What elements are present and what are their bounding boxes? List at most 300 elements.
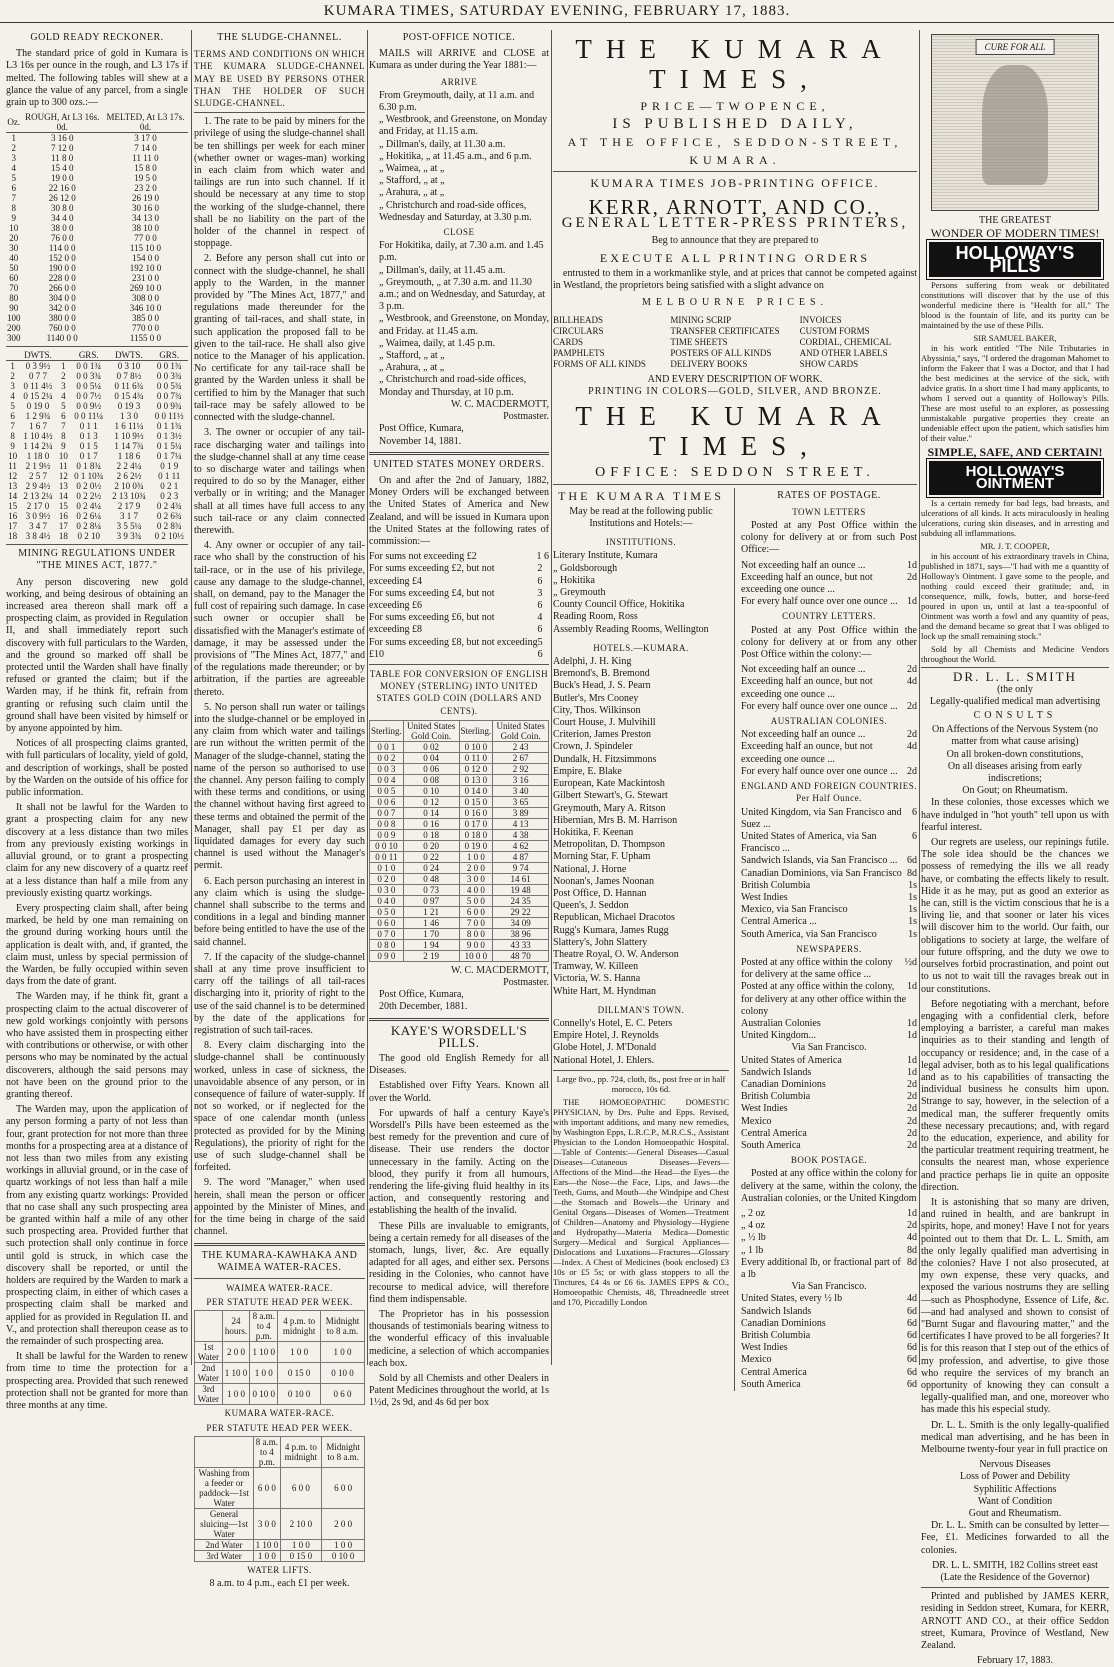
rate-label: For sums exceeding £6, but not exceeding £8 bbox=[369, 612, 495, 636]
greatest: THE GREATEST bbox=[979, 215, 1051, 226]
paragraph: Established over Fifty Years. Known all over the World. bbox=[369, 1080, 549, 1104]
table-cell: 0 0 1 bbox=[370, 741, 404, 752]
institutions-title: INSTITUTIONS. bbox=[605, 537, 677, 548]
list-item: Globe Hotel, J. M'Donald bbox=[553, 1042, 657, 1054]
eng-rates bbox=[741, 807, 917, 941]
list-item: „ Westbrook, and Greenstone, on Monday and Friday, at 11.15 a.m. bbox=[379, 114, 548, 138]
table-cell: 0 6 0 bbox=[370, 917, 404, 928]
table-row bbox=[6, 293, 188, 303]
rate-label: „ 1 lb bbox=[741, 1244, 764, 1256]
rate-row bbox=[741, 1128, 917, 1140]
table-cell: 0 19 3 bbox=[117, 401, 141, 412]
table-cell: 3 65 bbox=[493, 796, 549, 807]
table-cell: 1140 0 0 bbox=[46, 333, 78, 344]
table-cell: 0 7 7 bbox=[28, 371, 47, 382]
table-cell: 2 17 9 bbox=[117, 501, 141, 512]
list-item: Criterion, James Preston bbox=[553, 729, 652, 741]
rate-value: 4 6 bbox=[537, 612, 543, 636]
rate-row bbox=[741, 1030, 917, 1042]
rate-row bbox=[741, 1208, 917, 1220]
list-item: Morning Star, F. Upham bbox=[553, 851, 651, 863]
rate-label: Central America ... bbox=[741, 916, 817, 928]
rate-label: British Columbia bbox=[741, 879, 811, 891]
rate-label: Mexico, via San Francisco bbox=[741, 904, 848, 916]
rate-value: 8d bbox=[907, 1244, 917, 1256]
table-cell: 0 0 7½ bbox=[76, 391, 102, 402]
smith-name: DR. L. L. SMITH bbox=[953, 669, 1077, 685]
table-cell: 0 22 bbox=[403, 851, 459, 862]
rate-row bbox=[741, 904, 917, 916]
rate-label: Posted at any office within the colony for delivery at the same office ... bbox=[741, 956, 893, 981]
rate-row bbox=[741, 1103, 917, 1115]
list-item: County Council Office, Hokitika bbox=[553, 599, 685, 611]
table-row bbox=[6, 481, 188, 491]
rate-value: 4d bbox=[907, 1232, 917, 1244]
list-item: Greymouth, Mary A. Ritson bbox=[553, 802, 666, 814]
table-cell: 0 0 9 bbox=[370, 829, 404, 840]
reckoner-title: GOLD READY RECKONER. bbox=[30, 32, 164, 43]
eng-title: ENGLAND AND FOREIGN COUNTRIES. Per Half Ounce. bbox=[741, 781, 917, 804]
table-cell: 3 16 0 bbox=[50, 133, 74, 144]
table-cell: 34 13 0 bbox=[131, 213, 159, 224]
rate-label: United States of America bbox=[741, 1054, 842, 1066]
signature2-date: 20th December, 1881. bbox=[379, 1001, 468, 1013]
table-cell: 0 0 7 bbox=[370, 807, 404, 818]
mining-title: MINING REGULATIONS UNDER "THE MINES ACT, 1877." bbox=[18, 548, 176, 572]
rate-row bbox=[741, 1140, 917, 1152]
rate-value: 1d bbox=[907, 1017, 917, 1029]
table-cell: 12 bbox=[8, 471, 18, 482]
rate-label: Mexico bbox=[741, 1354, 772, 1366]
table-cell: 14 bbox=[58, 491, 68, 502]
table-cell: 0 48 bbox=[403, 873, 459, 884]
rate-label: Australian Colonies bbox=[741, 1017, 821, 1029]
dillman-list bbox=[553, 1018, 729, 1067]
rate-label: United States of America, via San Francisco ... bbox=[741, 830, 877, 855]
table-cell: 0 2 3 bbox=[160, 491, 179, 502]
list-item: National Hotel, J. Ehlers. bbox=[553, 1054, 655, 1066]
paragraph: 4. Any owner or occupier of any tail-race who shall by the construction of his tail-race, or in the use of his privilege, cause any damage to the sludge-channel, shall, on demand, pay to the Manager the full cost of repairing such damage. In case such owner or occupier shall be dissatisfied with the Manager's estimate of damage, it may be assessed under the provisions of "The Mines Act, 1877," and of the regulations made thereunder; or by arbitration, if the parties are agreeable thereto. bbox=[194, 540, 365, 698]
table-cell: 4 0 0 bbox=[459, 884, 493, 895]
table-cell: 3 bbox=[61, 381, 66, 392]
arrive-list bbox=[369, 90, 549, 224]
list-item: DELIVERY BOOKS bbox=[670, 359, 748, 370]
rate-label: Sandwich Islands bbox=[741, 1305, 812, 1317]
table-cell: 0 3 0 bbox=[370, 884, 404, 895]
table-cell: 0 1 5 bbox=[79, 441, 98, 452]
column-5 bbox=[921, 30, 1109, 1667]
table-header-cell: Sterling. bbox=[459, 720, 493, 741]
list-item: White Hart, M. Hyndman bbox=[553, 985, 657, 997]
table-row bbox=[6, 501, 188, 511]
list-item: POSTERS OF ALL KINDS bbox=[670, 348, 772, 359]
money-order-rates bbox=[369, 551, 549, 661]
town-rates bbox=[741, 560, 917, 609]
table-cell: 0 1 11 bbox=[158, 471, 181, 482]
table-row bbox=[370, 774, 549, 785]
rate-row bbox=[741, 880, 917, 892]
table-cell: 1 46 bbox=[403, 917, 459, 928]
entrust-text: entrusted to them in a workmanlike style, and at prices that cannot be competed against in Westland, the proprietors being satisfied with a slight advance on bbox=[553, 267, 917, 292]
table-cell: 0 15 0 bbox=[459, 796, 493, 807]
table-cell: 2 2 4¼ bbox=[116, 461, 142, 472]
paragraph: In these colonies, those excesses which we have indulged in "hot youth" tell upon us with fearful interest. bbox=[921, 797, 1109, 833]
rate-label: South America bbox=[741, 1139, 801, 1151]
table-row bbox=[6, 441, 188, 451]
table-header-cell: United States Gold Coin. bbox=[493, 720, 549, 741]
table-cell: 0 7 0 bbox=[370, 928, 404, 939]
list-item: Butler's, Mrs Cooney bbox=[553, 692, 639, 704]
holloway-engraving bbox=[931, 34, 1099, 211]
table-cell: 0 24 bbox=[403, 862, 459, 873]
table-cell: 1st Water bbox=[195, 1342, 223, 1363]
table-cell: 1 0 0 bbox=[250, 1363, 278, 1384]
rate-value: 1d bbox=[907, 596, 917, 608]
list-item: City, Thos. Wilkinson bbox=[553, 704, 641, 716]
table-cell: 0 1 1¾ bbox=[156, 421, 182, 432]
table-header-cell: 8 a.m. to 4 p.m. bbox=[250, 1311, 278, 1342]
rate-value: 8d bbox=[907, 1256, 917, 1268]
table-cell: 6 0 0 bbox=[254, 1467, 280, 1508]
rate-label: Central America bbox=[741, 1366, 807, 1378]
list-item: Buck's Head, J. S. Pearn bbox=[553, 680, 651, 692]
rate-value: 1 6 bbox=[536, 551, 549, 563]
rate-row bbox=[741, 855, 917, 867]
paragraph: These Pills are invaluable to emigrants, being a certain remedy for all diseases of the stomach, lungs, liver, &c. Are equally adapted for all ages, and either sex. Persons residing in the Colonies, who cannot have recourse to medical advice, will therefore find them indispensable. bbox=[369, 1220, 549, 1305]
table-cell: 16 bbox=[58, 511, 68, 522]
table-cell: 3 0 0 bbox=[459, 873, 493, 884]
list-item: Adelphi, J. H. King bbox=[553, 656, 632, 668]
pills-text: Persons suffering from weak or debilitated constitutions will discover that by the use of this wonderful medicine there is "Health for all." The blood is the fountain of life, and its purity can be maintained by the use of these Pills. bbox=[921, 279, 1109, 330]
list-item: Tramway, W. Killeen bbox=[553, 961, 639, 973]
table-cell: 3 1 7 bbox=[119, 511, 138, 522]
table-cell: 1 70 bbox=[403, 928, 459, 939]
kaye-paragraphs bbox=[369, 1053, 549, 1410]
post-office-intro: MAILS will ARRIVE and CLOSE at Kumara as under during the Year 1881:— bbox=[369, 48, 549, 72]
table-cell: 269 10 0 bbox=[129, 283, 162, 294]
table-cell: 1 0 0 bbox=[322, 1539, 365, 1550]
paragraph: The Warden may, upon the application of any person forming a party of not less than four, grant protection for not more than three months for a prospecting area at a distance of not less than two miles from any existing workings in alluvial ground, or in the case of quartz workings of not less than half a mile from any existing quartz workings: Provided that no case shall any such prospecting area be granted within half a mile of any other such prospecting area. Provided further that such protection shall only continue in force until gold is struck, in which case the discovery shall be reported, or until the holders are required by the Warden to mark a prospecting claim, in either of which cases a prospecting claim shall be marked and applied for as provided in Regulation II. and V., and protection shall thereupon cease as to the remainder of such prospecting area. bbox=[6, 1104, 188, 1348]
table-cell: 0 19 0 bbox=[26, 401, 50, 412]
paragraph: Any person discovering new gold working, and being desirous of obtaining an increased area thereon shall mark off a prospecting claim, as provided in Regulation II, and shall immediately report such discovery with full particulars to the Warden, and the ground so marked off shall be protected until the Warden shall have finally refused or granted the claim; but if the Warden may, if he think fit, refrain from granting or refusing such claim until the ground shall have been visited by himself or by anyone appointed by him. bbox=[6, 576, 188, 735]
table-cell: 2 19 bbox=[403, 950, 459, 961]
table-cell: 1 18 0 bbox=[26, 451, 50, 462]
job-printing: KUMARA TIMES JOB-PRINTING OFFICE. bbox=[590, 176, 880, 190]
table-cell: 770 0 0 bbox=[131, 323, 159, 334]
table-cell: 0 1 5¼ bbox=[156, 441, 182, 452]
rate-row bbox=[741, 868, 917, 880]
list-item: „ Greymouth bbox=[553, 587, 606, 599]
signature-date: November 14, 1881. bbox=[379, 435, 462, 447]
table-cell: 0 2 10 bbox=[77, 531, 100, 542]
money-orders-title: UNITED STATES MONEY ORDERS. bbox=[373, 458, 545, 470]
table-row bbox=[6, 153, 188, 163]
table-cell: 152 0 0 bbox=[48, 253, 76, 264]
close-heading: CLOSE bbox=[443, 227, 475, 238]
table-cell: Washing from a feeder or paddock—1st Water bbox=[195, 1467, 254, 1508]
town-title: TOWN LETTERS bbox=[792, 506, 866, 517]
table-row bbox=[370, 906, 549, 917]
reckoner-table bbox=[6, 112, 188, 343]
list-item: Reading Room, Ross bbox=[553, 611, 638, 623]
printing-colors: PRINTING IN COLORS—GOLD, SILVER, AND BRONZE. bbox=[588, 386, 882, 398]
table-cell: 0 16 bbox=[403, 818, 459, 829]
table-row bbox=[6, 323, 188, 333]
rate-label: Not exceeding half an ounce ... bbox=[741, 664, 866, 676]
list-item: CUSTOM FORMS bbox=[799, 326, 870, 337]
rate-row bbox=[741, 929, 917, 941]
table-cell: 16 bbox=[8, 511, 18, 522]
rate-value: 2d bbox=[907, 1091, 917, 1103]
office-address: AT THE OFFICE, SEDDON-STREET, bbox=[567, 135, 903, 149]
table-header-cell: Oz. bbox=[6, 112, 22, 133]
rate-row bbox=[741, 596, 917, 608]
dwt-table bbox=[6, 350, 188, 541]
table-cell: 114 0 0 bbox=[48, 243, 76, 254]
list-item: Republican, Michael Dracotos bbox=[553, 912, 675, 924]
table-row bbox=[6, 273, 188, 283]
list-item: Empire, E. Blake bbox=[553, 765, 622, 777]
table-row bbox=[370, 741, 549, 752]
country-rates bbox=[741, 664, 917, 713]
rate-row bbox=[741, 1018, 917, 1030]
table-cell: 11 bbox=[8, 461, 17, 472]
paragraph: 1. The rate to be paid by miners for the privilege of using the sludge-channel shall be ten shillings per week for each miner (whether owner or wages-man) working in each claim from which water and tailings are run into such channel. If it should be necessary at any time to stop the working of the sludge-channel, there shall be no liability on the part of the holder of the channel in respect of stoppage. bbox=[194, 116, 365, 250]
rate-value: 2d bbox=[907, 700, 917, 712]
table-cell: 38 0 0 bbox=[50, 223, 74, 234]
table-cell: 0 10 0 bbox=[459, 741, 493, 752]
table-cell: 231 0 0 bbox=[131, 273, 159, 284]
table-cell: 0 10 0 bbox=[321, 1363, 365, 1384]
rate-value: 4d bbox=[907, 676, 917, 688]
list-item: „ Dillman's, daily, at 11.45 a.m. bbox=[379, 264, 506, 276]
rate-label: United Kingdom... bbox=[741, 1030, 816, 1042]
list-item: Assembly Reading Rooms, Wellington bbox=[553, 623, 709, 635]
table-row bbox=[6, 183, 188, 193]
list-item: „ Christchurch and road-side offices, Wednesday and Saturday, at 3.30 p.m. bbox=[379, 199, 532, 223]
table-header-cell: 24 hours. bbox=[222, 1311, 250, 1342]
rate-label: For sums exceeding £8, but not exceeding £10 bbox=[369, 636, 538, 660]
arrive-heading: ARRIVE bbox=[440, 76, 478, 87]
table-cell: 0 2 4¾ bbox=[156, 501, 182, 512]
rate-label: United Kingdom, via San Francisco and Suez ... bbox=[741, 806, 902, 830]
table-row bbox=[6, 173, 188, 183]
paragraph: 5. No person shall run water or tailings into the sludge-channel or be employed in any claim from which water and tailings are run without the written permit of the Manager of the sludge-channel, stating the name of the person so authorised to use the channel. Any person failing to comply with these terms and conditions, or using the channel without having first agreed to these terms and obtained the permit of the Manager, shall pay £1 per day as liquidated damages for every day such channel is used without the Manager's permit. bbox=[194, 701, 365, 872]
list-item: Dundalk, H. Fitzsimmons bbox=[553, 753, 657, 765]
country-intro: Posted at any Post Office within the colony for delivery at or from any other Post Office within the colony:— bbox=[741, 624, 917, 661]
table-cell: 77 0 0 bbox=[134, 233, 157, 244]
rate-value: 2 6 bbox=[537, 563, 543, 587]
table-cell: 7 bbox=[10, 421, 15, 432]
rate-value: 1d bbox=[907, 1054, 917, 1066]
table-row bbox=[6, 313, 188, 323]
table-cell: 1 0 0 bbox=[254, 1550, 280, 1561]
table-cell: 0 10 0 bbox=[278, 1384, 321, 1405]
table-cell: 15 bbox=[58, 501, 68, 512]
table-cell: 0 1 8¾ bbox=[76, 461, 102, 472]
paragraph: 8. Every claim discharging into the sludge-channel shall be continuously worked, unless in case of sickness, the unavoidable absence of any person, or in consequence of failure of water-supply. If not so worked, or if neglected for the space of one calendar month (unless protected as provided for by the Mining Regulations), the priority of right for the use of such sludge-channel shall be forfeited. bbox=[194, 1040, 365, 1174]
address-1: DR. L. L. SMITH, 182 Collins street east bbox=[932, 1559, 1098, 1571]
table-row bbox=[6, 521, 188, 531]
rate-row bbox=[741, 1293, 917, 1305]
consults: CONSULTS bbox=[973, 710, 1057, 722]
wonder: WONDER OF MODERN TIMES! bbox=[930, 226, 1100, 241]
rate-label: South America bbox=[741, 1378, 801, 1390]
rate-value: 1s bbox=[908, 904, 917, 916]
table-row bbox=[6, 461, 188, 471]
rate-row bbox=[741, 1067, 917, 1079]
ointment-banner: HOLLOWAY'S OINTMENT bbox=[929, 461, 1101, 495]
table-cell: 0 97 bbox=[403, 895, 459, 906]
table-header-cell bbox=[195, 1436, 254, 1467]
table-cell: 2 6 2½ bbox=[116, 471, 142, 482]
rate-value: 2d bbox=[907, 664, 917, 676]
table-row bbox=[6, 253, 188, 263]
table-cell: 0 0 11½ bbox=[154, 411, 184, 422]
table-cell: 0 11 6¾ bbox=[114, 381, 144, 392]
smith-paragraphs bbox=[921, 797, 1109, 1456]
table-row bbox=[370, 829, 549, 840]
table-cell: 0 15 4¾ bbox=[114, 391, 144, 402]
column-2 bbox=[194, 30, 365, 1589]
table-cell: 0 10 0 bbox=[250, 1384, 278, 1405]
rate-value: 2d bbox=[907, 1127, 917, 1139]
table-row bbox=[6, 193, 188, 203]
rate-value: 1s bbox=[908, 916, 917, 928]
column-rule bbox=[367, 30, 368, 1365]
table-cell: 760 0 0 bbox=[48, 323, 76, 334]
table-cell: 1 10 0 bbox=[255, 1539, 279, 1550]
book2-rates bbox=[741, 1293, 917, 1391]
paragraph: 2. Before any person shall cut into or connect with the sludge-channel, he shall apply to the Warden, in the manner provided by "The Mines Act, 1877," and regulations made thereunder for the granting of tail-races, and shall state, in such application the proposed fall to be given to the tail-race. He shall also give notice to the Manager of his application. No certificate for any tail-race shall be granted by the Warden unless it shall be certified to him by the Manager that such tail-race may be safely allowed to be connected with the sludge-channel. bbox=[194, 253, 365, 424]
table-cell: 2 10 0 bbox=[280, 1508, 322, 1539]
table-cell: 0 0 8 bbox=[370, 818, 404, 829]
rate-row bbox=[741, 831, 917, 855]
rate-row bbox=[369, 563, 549, 587]
table-cell: 2 10 0¾ bbox=[114, 481, 144, 492]
rate-row bbox=[741, 572, 917, 596]
masthead: KUMARA TIMES, SATURDAY EVENING, FEBRUARY 17, 1883. bbox=[0, 0, 1114, 23]
table-cell: 23 2 0 bbox=[134, 183, 157, 194]
rate-row bbox=[369, 637, 549, 661]
table-header-cell: MELTED, At L3 17s. 0d. bbox=[103, 112, 188, 133]
rate-value: 1s bbox=[908, 928, 917, 940]
rate-row bbox=[741, 1245, 917, 1257]
signature-place: Post Office, Kumara, bbox=[379, 423, 464, 435]
rate-value: 1s bbox=[908, 879, 917, 891]
table-cell: 0 12 bbox=[403, 796, 459, 807]
table-cell: 228 0 0 bbox=[48, 273, 76, 284]
paragraph: It shall not be lawful for the Warden to grant a prospecting claim for any new discovery at a less distance than two miles from any previously existing workings in alluvial ground, or to grant a prospecting claim for any new discovery of a quartz reef at a less distance than half a mile from any previously existing quartz workings. bbox=[6, 802, 188, 899]
table-cell: 0 02 bbox=[403, 741, 459, 752]
table-row bbox=[6, 143, 188, 153]
place: KUMARA. bbox=[689, 153, 781, 167]
table-cell: 2 0 0 bbox=[322, 1508, 365, 1539]
table-cell: 266 0 0 bbox=[48, 283, 76, 294]
waimea-sub: PER STATUTE HEAD PER WEEK. bbox=[206, 1297, 353, 1308]
table-cell: 0 18 bbox=[403, 829, 459, 840]
table-cell: 6 bbox=[11, 183, 16, 194]
table-cell: 2 1 9½ bbox=[25, 461, 51, 472]
table-cell: 8 bbox=[10, 431, 15, 442]
post-office-title: POST-OFFICE NOTICE. bbox=[402, 32, 516, 43]
rate-value: 1d bbox=[907, 1030, 917, 1042]
list-item: AND OTHER LABELS bbox=[799, 348, 888, 359]
table-header-cell: 4 p.m. to midnight bbox=[278, 1311, 321, 1342]
list-item: Noonan's, James Noonan bbox=[553, 875, 654, 887]
table-cell: 0 19 0 bbox=[459, 840, 493, 851]
rate-label: „ 4 oz bbox=[741, 1220, 765, 1232]
table-cell: 7 bbox=[11, 193, 16, 204]
rate-row bbox=[741, 560, 917, 572]
rate-row bbox=[741, 729, 917, 741]
table-header-cell bbox=[195, 1311, 223, 1342]
news-title: NEWSPAPERS. bbox=[796, 943, 862, 954]
rate-label: Mexico bbox=[741, 1115, 772, 1127]
rate-label: Exceeding half an ounce, but not exceeding one ounce ... bbox=[741, 571, 873, 596]
table-cell: 70 bbox=[9, 283, 19, 294]
list-item: From Greymouth, daily, at 11 a.m. and 6.30 p.m. bbox=[379, 89, 535, 114]
table-cell: 5 bbox=[10, 401, 15, 412]
table-cell: 3 bbox=[10, 381, 15, 392]
table-row bbox=[370, 807, 549, 818]
table-cell: 0 3 9½ bbox=[25, 361, 51, 372]
table-cell: 8 bbox=[61, 431, 66, 442]
paragraph: Every prospecting claim shall, after being marked, be held by one man remaining on the ground during working hours until the application is dealt with, and, if granted, the claim must, unless by special permission of the Warden, be fully occupied within seven days from the date of grant. bbox=[6, 902, 188, 988]
table-cell: 0 14 0 bbox=[459, 785, 493, 796]
rate-label: For every half ounce over one ounce ... bbox=[741, 700, 898, 712]
consult-list bbox=[921, 724, 1109, 797]
rate-value: 1d bbox=[907, 1208, 917, 1219]
banner2-title: THE KUMARA TIMES, bbox=[575, 400, 895, 461]
list-item: MINING SCRIP bbox=[670, 315, 732, 326]
list-item: „ Stafford, „ at „ bbox=[379, 175, 445, 187]
table-row bbox=[6, 223, 188, 233]
table-cell: 1 2 9¾ bbox=[25, 411, 51, 422]
list-item: „ Dillman's, daily, at 11.30 a.m. bbox=[379, 138, 506, 150]
table-cell: 154 0 0 bbox=[131, 253, 159, 264]
table-row bbox=[6, 203, 188, 213]
paragraph: Before negotiating with a merchant, before engaging with a confidential clerk, before employing a barrister, a careful man makes inquiries as to their standing and length of occupancy or residence; and, in the case of a legal adviser, both as to his legal qualifications and as to his capabilities of transacting the individual business he consults him upon. Strange to say, however, in the selection of a medical man, the sufferer frequently omits these necessary precautions; and, with regard to the education, experience, and ability for the particular treatment requiring treatment, he consults the nearest man, whose experience and practice perhaps lie in quite an opposite direction. bbox=[921, 998, 1109, 1193]
table-cell: 3rd Water bbox=[195, 1384, 223, 1405]
rate-value: 8d bbox=[907, 867, 917, 879]
paragraph: 6. Each person purchasing an interest in any claim which is using the sludge-channel shall subscribe to the terms and conditions in a legal and binding manner before being entitled to have the use of the said channel. bbox=[194, 875, 365, 948]
table-row bbox=[370, 763, 549, 774]
rate-label: Sandwich Islands bbox=[741, 1066, 812, 1078]
table-row bbox=[195, 1550, 365, 1561]
table-row bbox=[370, 928, 549, 939]
table-cell: 0 0 2 bbox=[370, 752, 404, 763]
table-row bbox=[6, 303, 188, 313]
table-cell: 0 8 0 bbox=[370, 939, 404, 950]
table-cell: 0 04 bbox=[403, 752, 459, 763]
every-description: AND EVERY DESCRIPTION OF WORK. bbox=[647, 374, 823, 386]
rate-value: ½d bbox=[904, 956, 917, 968]
table-cell: 0 0 7¾ bbox=[156, 391, 182, 402]
list-item: Loss of Power and Debility bbox=[960, 1471, 1070, 1483]
rate-value: 2d bbox=[907, 729, 917, 741]
table-cell: 0 11 0 bbox=[459, 752, 493, 763]
list-item: Rugg's Kumara, James Rugg bbox=[553, 924, 669, 936]
list-item: BILLHEADS bbox=[553, 315, 603, 326]
rate-label: Canadian Dominions, via San Francisco bbox=[741, 867, 902, 879]
list-item: CARDS bbox=[553, 337, 584, 348]
imprint: Printed and published by JAMES KERR, residing in Seddon street, Kumara, for KERR, ARNOTT AND CO., at their office Seddon street, Kumara, Province of Westland, New Zealand. bbox=[921, 1591, 1109, 1652]
list-item: Syphilitic Affections bbox=[973, 1483, 1057, 1495]
table-cell: 34 4 0 bbox=[50, 213, 74, 224]
table-header-cell: 8 a.m. to 4 p.m. bbox=[254, 1436, 280, 1467]
table-cell: 1 6 7 bbox=[28, 421, 47, 432]
